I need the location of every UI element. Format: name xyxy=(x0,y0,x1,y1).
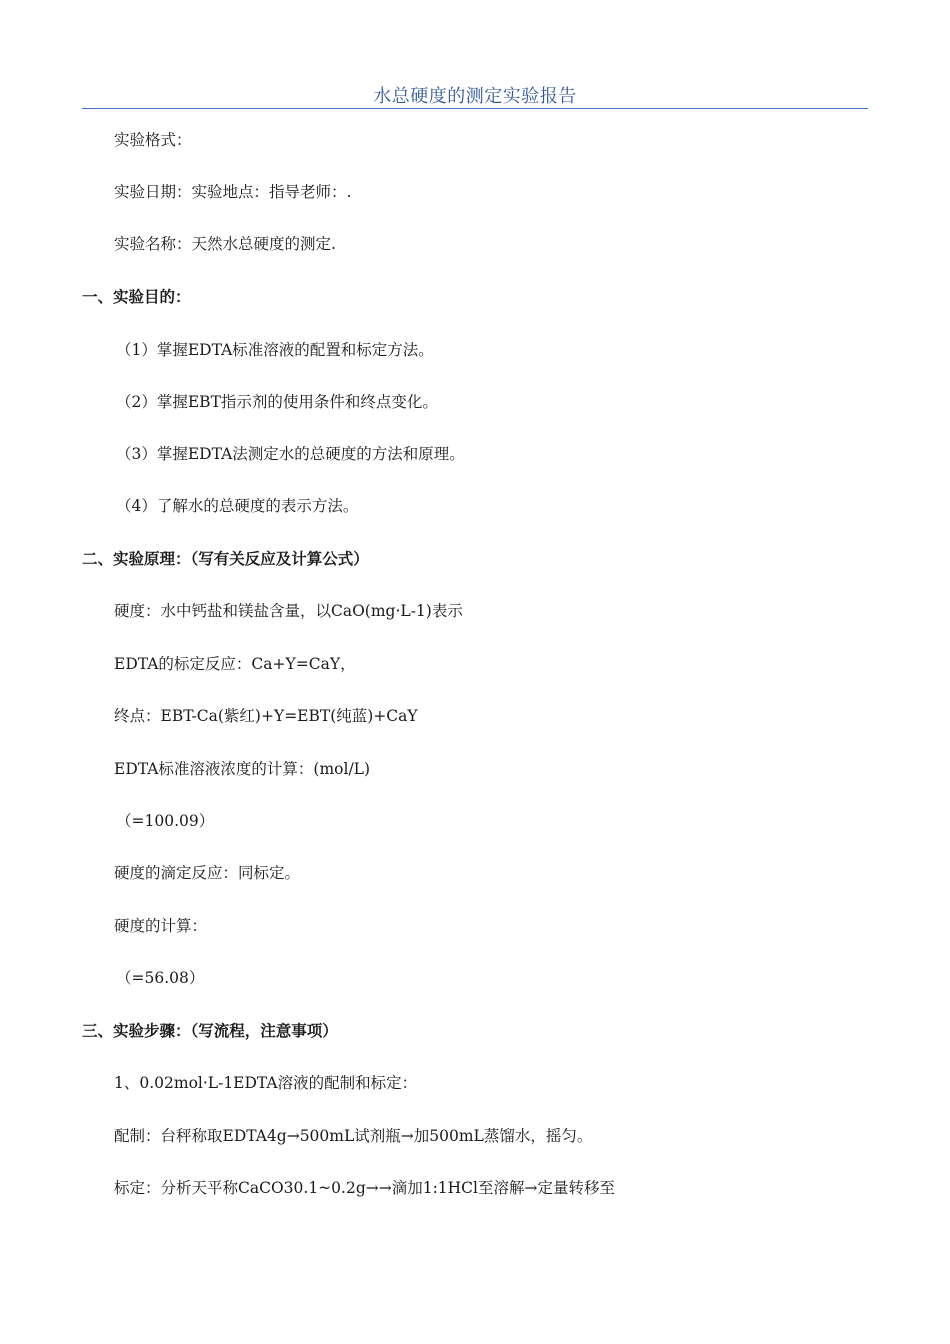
text-line: 硬度的滴定反应：同标定。 xyxy=(114,864,301,882)
list-item: （2）掌握EBT指示剂的使用条件和终点变化。 xyxy=(116,393,438,411)
list-item: （4）了解水的总硬度的表示方法。 xyxy=(116,497,359,515)
text-line: 硬度：水中钙盐和镁盐含量，以CaO(mg·L-1)表示 xyxy=(114,602,463,620)
list-item: （1）掌握EDTA标准溶液的配置和标定方法。 xyxy=(116,341,434,359)
section-heading: 三、实验步骤：（写流程，注意事项） xyxy=(82,1022,338,1040)
text-line: 实验格式： xyxy=(114,131,192,149)
text-line: （=56.08） xyxy=(116,969,205,987)
text-line: EDTA标准溶液浓度的计算：(mol/L) xyxy=(114,760,371,778)
text-line: （=100.09） xyxy=(116,812,215,830)
text-line: 实验名称：天然水总硬度的测定. xyxy=(114,235,336,253)
text-line: 硬度的计算： xyxy=(114,917,208,935)
text-line: 标定：分析天平称CaCO30.1~0.2g→→滴加1:1HCl至溶解→定量转移至 xyxy=(114,1179,615,1197)
title-underline xyxy=(82,108,868,109)
text-line: 终点：EBT-Ca(紫红)+Y=EBT(纯蓝)+CaY xyxy=(114,707,418,725)
section-heading: 一、实验目的： xyxy=(82,288,191,306)
text-line: 1、0.02mol·L-1EDTA溶液的配制和标定： xyxy=(114,1074,418,1092)
text-line: EDTA的标定反应：Ca+Y=CaY， xyxy=(114,655,356,673)
text-line: 实验日期：实验地点：指导老师：. xyxy=(114,183,352,201)
section-heading: 二、实验原理：（写有关反应及计算公式） xyxy=(82,550,369,568)
text-line: 配制：台秤称取EDTA4g→500mL试剂瓶→加500mL蒸馏水，摇匀。 xyxy=(114,1127,593,1145)
document-title: 水总硬度的测定实验报告 xyxy=(373,86,577,107)
list-item: （3）掌握EDTA法测定水的总硬度的方法和原理。 xyxy=(116,445,465,463)
